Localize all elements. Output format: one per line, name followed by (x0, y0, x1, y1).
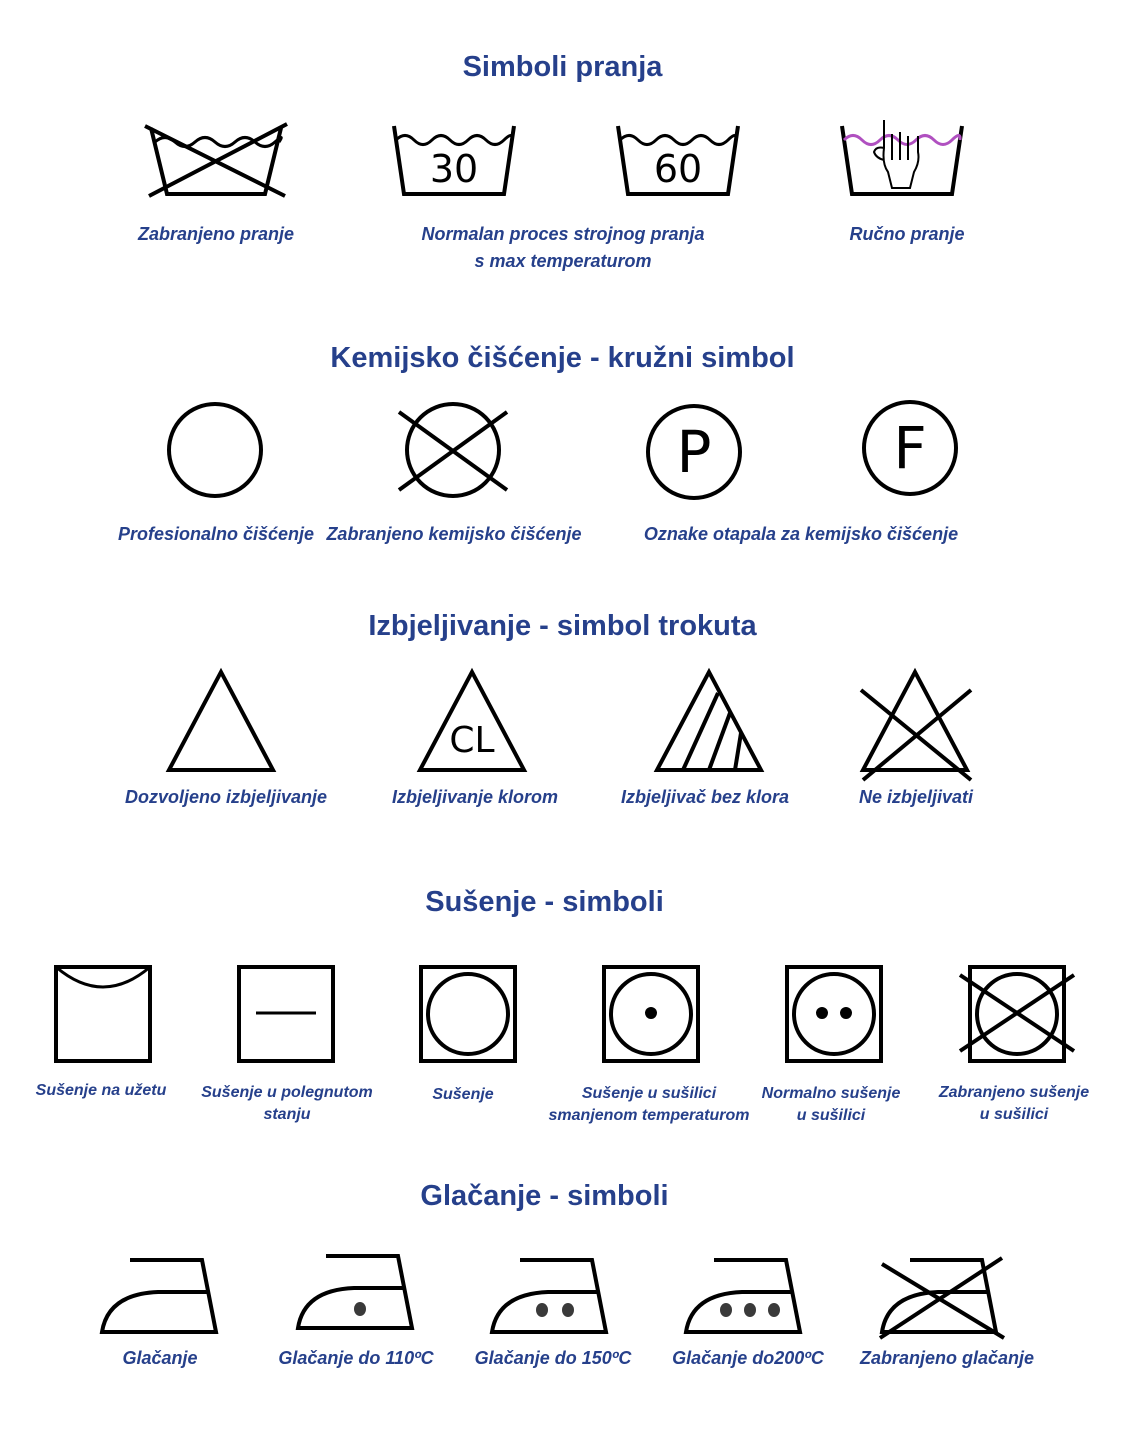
triangle-cl-text: CL (449, 720, 495, 761)
square-line-dry-icon (54, 965, 152, 1063)
label-tumble-dry-normal-line2: u sušilici (796, 1107, 866, 1124)
circle-p-icon (644, 402, 744, 502)
section-title-ironing: Glačanje - simboli (420, 1180, 669, 1212)
triangle-crossed-icon (859, 668, 973, 782)
circle-icon (165, 400, 265, 500)
section-title-dryclean: Kemijsko čišćenje - kružni simbol (330, 342, 795, 374)
washtub-60-icon (614, 120, 744, 200)
label-tumble-dry-normal (762, 1083, 901, 1127)
label-dry-line1: Sušenje (432, 1086, 494, 1103)
square-flat-dry-icon (237, 965, 335, 1063)
label-solvent-marks: Oznake otapala za kemijsko čišćenje (643, 524, 959, 544)
label-machine-wash (421, 221, 704, 275)
label-machine-wash-line2: s max temperaturom (474, 251, 652, 271)
section-title-bleach: Izbjeljivanje - simbol trokuta (368, 610, 757, 642)
triangle-icon (165, 668, 277, 774)
circle-f-icon (860, 398, 960, 498)
label-tumble-dry-low-line1: Sušenje u sušilici (581, 1085, 717, 1102)
label-no-tumble-dry-line2: u sušilici (979, 1106, 1049, 1123)
washtub-hand-icon (838, 112, 968, 200)
iron-icon (98, 1256, 222, 1336)
label-machine-wash-line1: Normalan proces strojnog pranja (421, 224, 705, 244)
label-line-dry-line1: Sušenje na užetu (35, 1082, 167, 1099)
label-hand-wash: Ručno pranje (849, 224, 965, 244)
label-ironing: Glačanje (122, 1348, 198, 1368)
label-flat-dry (201, 1082, 373, 1126)
tumble-dry-crossed-icon (958, 965, 1078, 1063)
section-title-drying: Sušenje - simboli (425, 886, 664, 918)
triangle-cl-icon (416, 668, 528, 774)
section-title-washing: Simboli pranja (462, 51, 663, 83)
label-no-ironing: Zabranjeno glačanje (859, 1348, 1035, 1368)
label-tumble-dry-low (549, 1083, 750, 1127)
solvent-letter-p: P (676, 418, 712, 486)
iron-one-dot-icon (294, 1252, 418, 1332)
iron-two-dots-icon (488, 1256, 612, 1336)
label-tumble-dry-normal-line1: Normalno sušenje (761, 1085, 901, 1102)
circle-crossed-icon (395, 400, 511, 500)
washtub-crossed-icon (143, 120, 289, 200)
label-no-tumble-dry (939, 1082, 1089, 1126)
tumble-dry-low-icon (602, 965, 700, 1063)
label-professional-clean: Profesionalno čišćenje (117, 524, 315, 544)
triangle-striped-icon (653, 668, 765, 774)
label-no-dryclean: Zabranjeno kemijsko čišćenje (326, 524, 582, 544)
label-dry (432, 1084, 493, 1106)
iron-three-dots-icon (682, 1256, 806, 1336)
square-circle-icon (419, 965, 517, 1063)
label-flat-dry-line1: Sušenje u polegnutom (201, 1084, 373, 1101)
label-bleach-allowed: Dozvoljeno izbjeljivanje (124, 787, 328, 807)
label-bleach-chlorine: Izbjeljivanje klorom (391, 787, 559, 807)
label-bleach-non-chlorine: Izbjeljivač bez klora (620, 787, 790, 807)
washtub-30-temp: 30 (429, 147, 479, 191)
label-tumble-dry-low-line2: smanjenom temperaturom (548, 1107, 750, 1124)
washtub-30-icon (390, 120, 520, 200)
iron-crossed-icon (878, 1256, 1008, 1342)
solvent-letter-f: F (893, 414, 927, 482)
label-line-dry (36, 1080, 167, 1102)
label-iron-150: Glačanje do 150ºC (474, 1348, 632, 1368)
label-no-tumble-dry-line1: Zabranjeno sušenje (938, 1084, 1090, 1101)
washtub-60-temp: 60 (653, 147, 703, 191)
label-iron-200: Glačanje do200ºC (672, 1348, 824, 1368)
tumble-dry-normal-icon (785, 965, 883, 1063)
label-iron-110: Glačanje do 110ºC (278, 1348, 434, 1368)
label-no-bleach: Ne izbjeljivati (858, 787, 974, 807)
label-flat-dry-line2: stanju (263, 1106, 311, 1123)
label-no-wash: Zabranjeno pranje (137, 224, 295, 244)
